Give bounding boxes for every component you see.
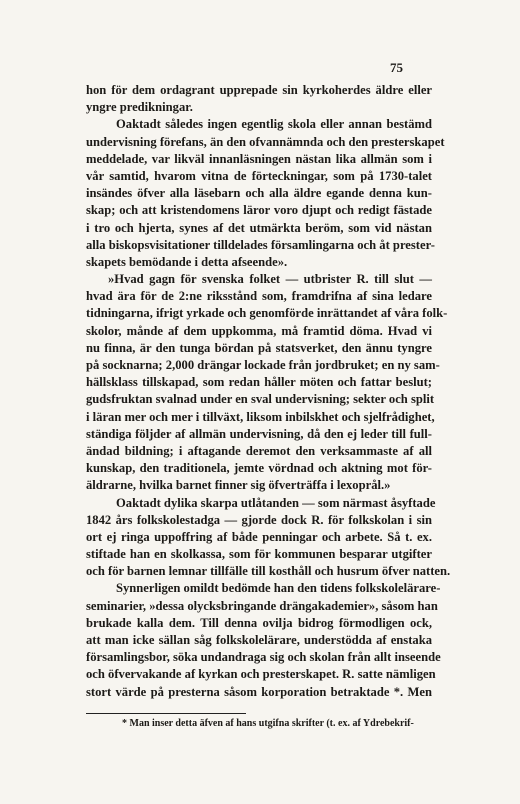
text-line: hon för dem ordagrant upprepade sin kyrkoherdes äldre eller [86, 83, 432, 97]
text-line: kunskap, den traditionela, jemte vördnad och aktning mot för- [86, 461, 432, 476]
text-line: att man icke sällan såg folkskolelärare, understödda af enstaka [86, 633, 432, 647]
text-line: församlingsbor, söka undandraga sig och skolan från allt inseende [86, 650, 441, 665]
text-line: skolor, månde af dem uppkomma, må framtid döma. Hvad vi [86, 323, 432, 338]
text-line: ort ej ringa uppoffring af både penningar och arbete. Så t. ex. [86, 529, 432, 544]
text-line: stort värde på presterna såsom korporation betraktade *. Men [86, 684, 432, 699]
text-line: insändes öfver alla läsebarn och alla äldre egande denna kun- [86, 186, 432, 201]
text-line: och för barnen lemnar tillfälle till kosthåll och husrum öfver natten. [86, 564, 451, 579]
text-line: 1842 års folkskolestadga — gjorde dock R. för folkskolan i sin [86, 512, 432, 527]
footnote: * Man inser detta äfven af hans utgifna skrifter (t. ex. af Ydrebekrif- [122, 718, 414, 729]
text-line: gudsfruktan svalnad under en sval undervisning; sekter och split [86, 392, 435, 407]
text-line: skap; och att kristendomens läror voro djupt och redigt fästade [86, 203, 432, 218]
text-line: seminarier, »dessa olycksbringande drängakademier», såsom han [86, 598, 438, 613]
text-line: skapets bemödande i detta afseende». [86, 254, 288, 269]
text-line: i läran mer och mer i tillväxt, liksom inbilskhet och sjelfrådighet, [86, 409, 435, 424]
text-line: ändad bildning; i aftagande deremot den verksammaste af all [86, 443, 432, 458]
body-text [86, 82, 451, 701]
text-line: brukade kalla dem. Till denna ovilja bidrog förmodligen ock, [86, 615, 432, 630]
text-line: »Hvad gagn för svenska folket — utbrister R. till slut — [108, 272, 432, 287]
text-line: Oaktadt således ingen egentlig skola eller annan bestämd [116, 117, 432, 132]
text-line: hällsklass tillskapad, som redan håller möten och fattar beslut; [86, 375, 432, 390]
text-line: meddelade, var likväl innanläsningen nästan lika allmän som i [86, 151, 432, 166]
text-line: och öfvervakande af kyrkan och presterskapet. R. satte nämligen [86, 667, 436, 682]
text-line: ständiga följder af allmän undervisning, då den ej leder till full- [86, 426, 432, 441]
text-line: vår samtid, hvarom vitna de förteckningar, som på 1730-talet [86, 168, 432, 183]
footnote-separator [86, 713, 246, 714]
text-line: Oaktadt dylika skarpa utlåtanden — som närmast åsyftade [116, 495, 436, 510]
text-line: hvad ära för de 2:ne riksstånd som, framdrifna af sina ledare [86, 289, 432, 304]
text-line: alla biskopsvisitationer tilldelades församlingarna och åt prester- [86, 237, 435, 252]
text-line: nu finna, är den tunga bördan på statsverket, den ännu tyngre [86, 340, 432, 355]
text-line: äldrarne, hvilka barnet finner sig öfverträffa i lexoprål.» [86, 478, 391, 493]
text-line: yngre predikningar. [86, 100, 193, 115]
text-line: på socknarna; 2,000 drängar lockade från jordbruket; en ny sam- [86, 358, 440, 372]
text-line: undervisning förefans, än den ofvannämnda och den presterskapet [86, 134, 445, 149]
text-line: i tro och hjerta, synes af det utmärkta beröm, som vid nästan [86, 220, 432, 235]
text-line: tidningarna, ifrigt yrkade och genomförde inrättandet af våra folk- [86, 306, 448, 321]
text-line: stiftade han en skolkassa, som för kommunen besparar utgifter [86, 547, 432, 562]
text-line: Synnerligen omildt bedömde han den tidens folkskolelärare- [116, 581, 441, 596]
page-number: 75 [390, 60, 403, 75]
